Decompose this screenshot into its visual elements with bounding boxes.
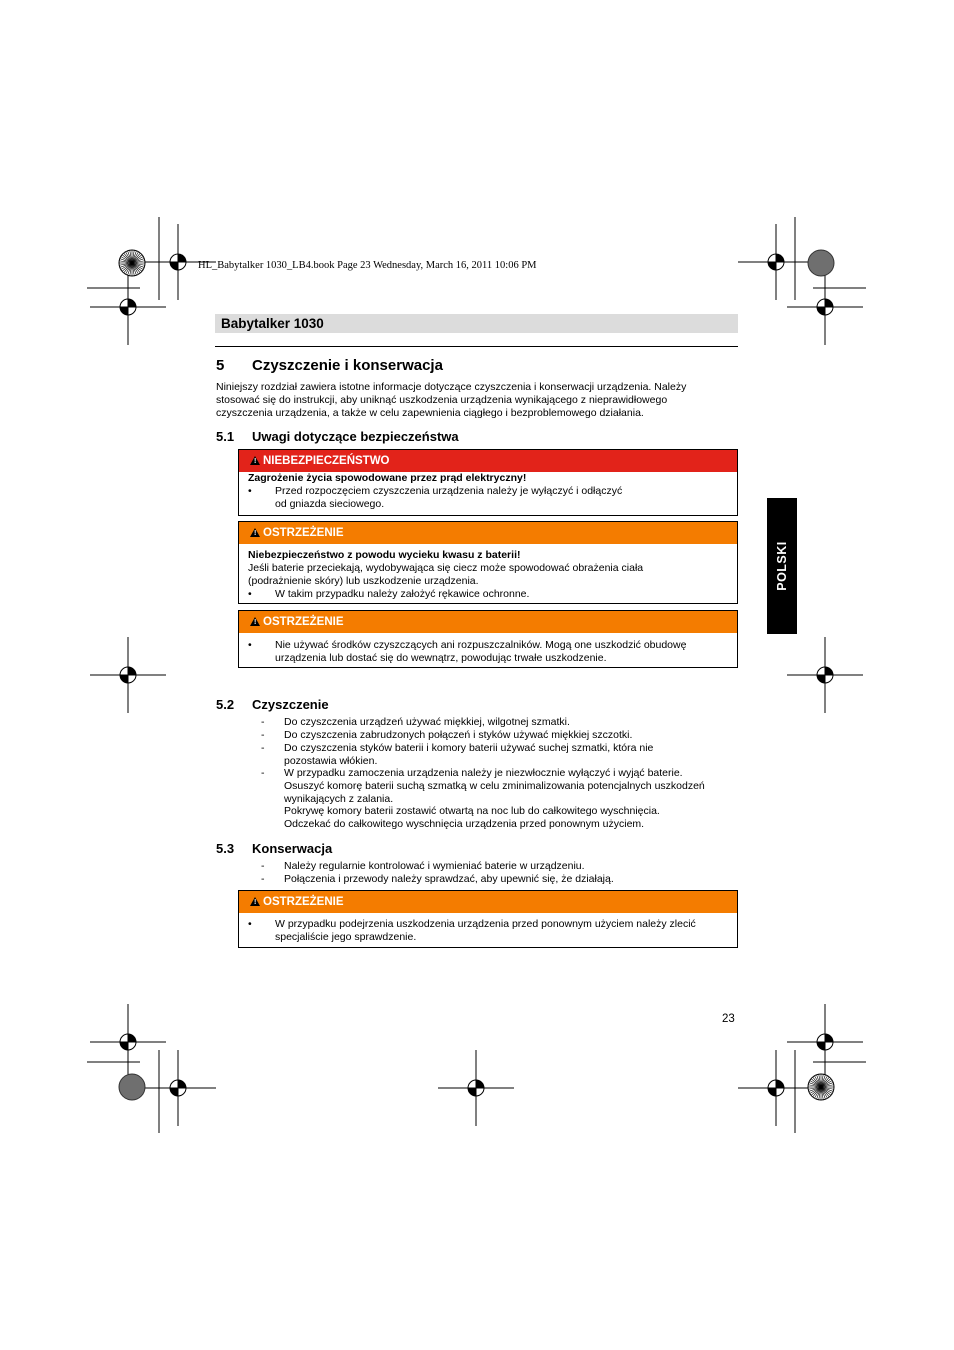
- warning-header: [239, 891, 737, 913]
- item-line: urządzenia lub dostać się do wewnątrz, powodując trwałe uszkodzenie.: [275, 651, 607, 664]
- dash: -: [261, 767, 265, 779]
- warning-header: [239, 611, 737, 633]
- dash: -: [261, 860, 265, 872]
- danger-box: [238, 449, 738, 516]
- item-line: pozostawia włókien.: [284, 754, 378, 767]
- list-item: [284, 716, 570, 729]
- dash: -: [261, 873, 265, 885]
- header-bar: [215, 314, 738, 333]
- item-line: W przypadku podejrzenia uszkodzenia urządzenia przed ponownym użyciem należy zlecić: [275, 918, 696, 930]
- item-line: Odczekać do całkowitego wyschnięcia urządzenia przed ponownym użyciem.: [284, 818, 645, 831]
- warning-box: [238, 890, 738, 948]
- subsection-title: Konserwacja: [252, 841, 333, 856]
- section-title: Czyszczenie i konserwacja: [252, 357, 443, 374]
- warning-text: [248, 562, 643, 588]
- page-number: 23: [722, 1013, 735, 1025]
- book-info-line: HL_Babytalker 1030_LB4.book Page 23 Wednesday, March 16, 2011 10:06 PM: [198, 260, 537, 271]
- item-line: Do czyszczenia styków baterii i komory baterii używać suchej szmatki, która nie: [284, 742, 654, 754]
- warning-triangle-icon: !: [250, 897, 260, 906]
- subsection-number: 5.3: [216, 841, 235, 856]
- subsection-number: 5.2: [216, 697, 235, 712]
- section-number: 5: [216, 357, 225, 374]
- warning-item: [275, 918, 696, 944]
- list-item: [284, 729, 632, 742]
- item-line: Do czyszczenia zabrudzonych połączeń i styków używać miękkiej szczotki.: [284, 729, 633, 741]
- warning-item: [275, 639, 686, 665]
- bullet: •: [248, 588, 252, 600]
- intro-line: stosować się do instrukcji, aby uniknąć uszkodzenia urządzenia wynikającego z nieprawidłowego: [216, 393, 668, 406]
- section-intro: [216, 381, 746, 419]
- item-line: Osuszyć komorę baterii suchą szmatką w celu zminimalizowania potencjalnych uszkodzeń: [284, 779, 705, 792]
- bullet: •: [248, 918, 252, 930]
- warning-triangle-icon: !: [250, 528, 260, 537]
- dash: -: [261, 716, 265, 728]
- subsection-title: Czyszczenie: [252, 697, 329, 712]
- language-tab-label: POLSKI: [775, 541, 789, 591]
- list-item: [284, 767, 705, 831]
- danger-item: [275, 485, 622, 511]
- subsection-number: 5.1: [216, 429, 235, 444]
- danger-header: [239, 450, 737, 472]
- intro-line: czyszczenia urządzenia, a także w celu zapewnienia ciągłego i bezproblemowego działania.: [216, 406, 644, 419]
- grey-target: [119, 1074, 145, 1100]
- item-line: Nie używać środków czyszczących ani rozpuszczalników. Mogą one uszkodzić obudowę: [275, 639, 687, 651]
- header-rule: [215, 346, 738, 347]
- warning-triangle-icon: !: [250, 617, 260, 626]
- warning-heading: Niebezpieczeństwo z powodu wycieku kwasu z baterii!: [248, 549, 521, 561]
- item-line: wynikających z zalania.: [284, 792, 394, 805]
- bullet: •: [248, 639, 252, 651]
- warning-label: OSTRZEŻENIE: [263, 616, 344, 628]
- danger-label: NIEBEZPIECZEŃSTWO: [263, 455, 390, 467]
- intro-line: Niniejszy rozdział zawiera istotne informacje dotyczące czyszczenia i konserwacji urządzenia. Należy: [216, 381, 687, 393]
- header-title: Babytalker 1030: [221, 316, 324, 331]
- item-line: od gniazda sieciowego.: [275, 497, 385, 510]
- list-item: [284, 860, 585, 873]
- dash: -: [261, 742, 265, 754]
- subsection-title: Uwagi dotyczące bezpieczeństwa: [252, 429, 459, 444]
- text-line: (podrażnienie skóry) lub uszkodzenie urządzenia.: [248, 574, 479, 587]
- warning-triangle-icon: !: [250, 456, 260, 465]
- danger-heading: Zagrożenie życia spowodowane przez prąd elektryczny!: [248, 472, 527, 484]
- item-line: W przypadku zamoczenia urządzenia należy je niezwłocznie wyłączyć i wyjąć baterie.: [284, 767, 683, 779]
- item-line: Przed rozpoczęciem czyszczenia urządzenia należy je wyłączyć i odłączyć: [275, 485, 623, 497]
- dash: -: [261, 729, 265, 741]
- warning-item: W takim przypadku należy założyć rękawice ochronne.: [275, 588, 530, 600]
- item-line: Pokrywę komory baterii zostawić otwartą na noc lub do całkowitego wyschnięcia.: [284, 805, 660, 818]
- warning-box: [238, 521, 738, 604]
- grey-target: [808, 250, 834, 276]
- warning-label: OSTRZEŻENIE: [263, 527, 344, 539]
- text-line: Jeśli baterie przeciekają, wydobywająca się ciecz może spowodować obrażenia ciała: [248, 562, 644, 574]
- warning-box: [238, 610, 738, 668]
- language-tab: [767, 498, 797, 634]
- warning-label: OSTRZEŻENIE: [263, 896, 344, 908]
- item-line: Połączenia i przewody należy sprawdzać, aby upewnić się, że działają.: [284, 873, 614, 885]
- list-item: [284, 873, 614, 886]
- list-item: [284, 742, 653, 768]
- bullet: •: [248, 485, 252, 497]
- item-line: Do czyszczenia urządzeń używać miękkiej, wilgotnej szmatki.: [284, 716, 570, 728]
- item-line: Należy regularnie kontrolować i wymieniać baterie w urządzeniu.: [284, 860, 585, 872]
- item-line: specjaliście jego sprawdzenie.: [275, 930, 417, 943]
- warning-header: [239, 522, 737, 544]
